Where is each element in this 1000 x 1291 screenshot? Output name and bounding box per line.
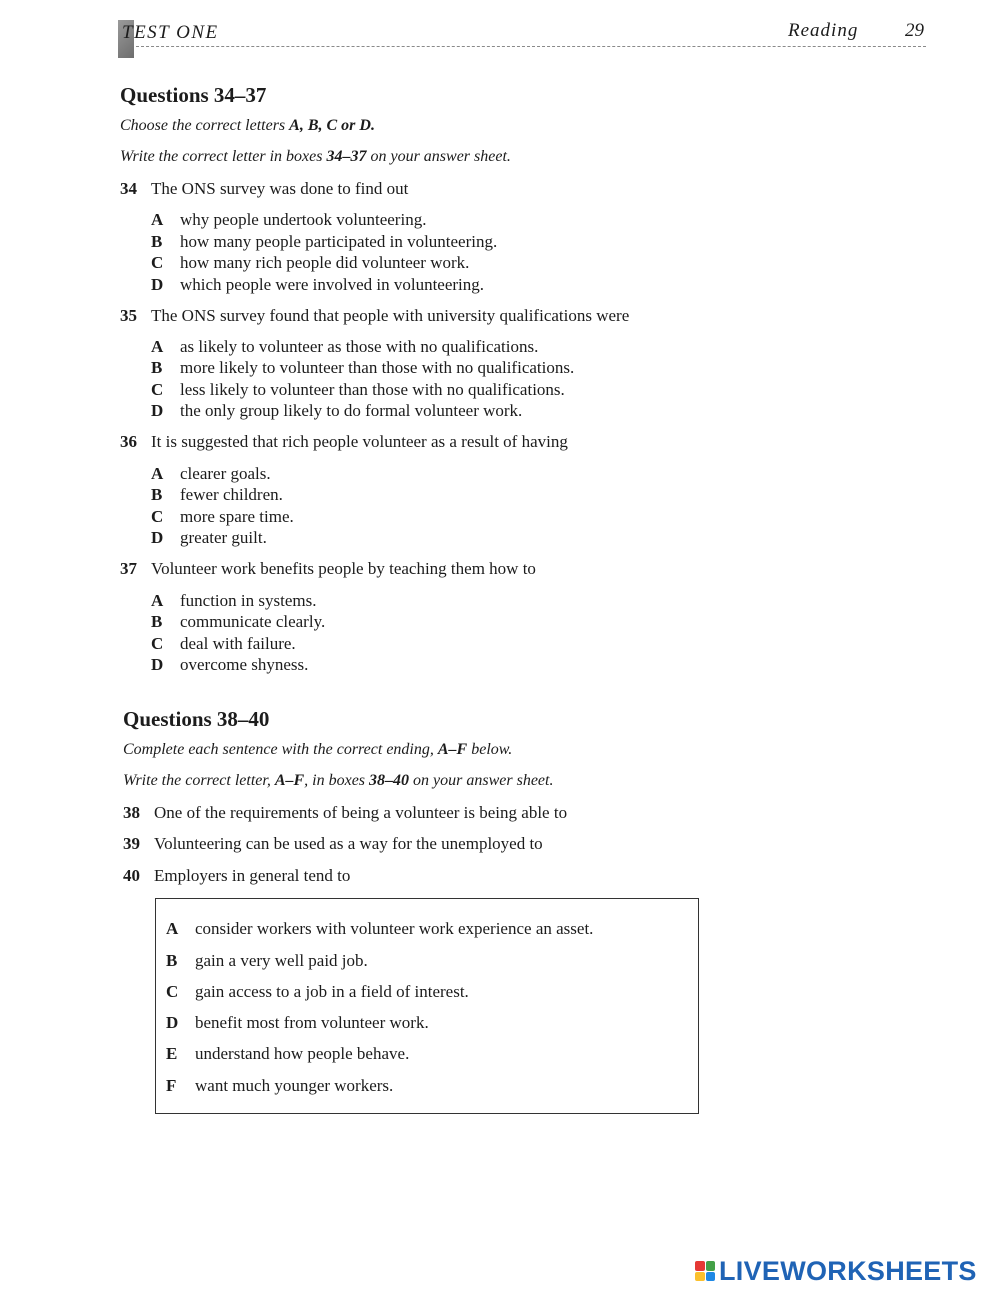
option-35-c: C less likely to volunteer than those with no qualifications. [151, 380, 565, 399]
header-divider [136, 46, 926, 47]
question-34: 34 The ONS survey was done to find out [120, 179, 409, 198]
ending-b: B gain a very well paid job. [166, 951, 368, 970]
instruction-write-letter: Write the correct letter in boxes 34–37 on your answer sheet. [120, 148, 511, 165]
option-36-d: D greater guilt. [151, 528, 267, 547]
option-34-d: D which people were involved in volunteering. [151, 275, 485, 294]
option-37-a: A function in systems. [151, 591, 317, 610]
option-37-b: B communicate clearly. [151, 612, 326, 631]
option-34-a: A why people undertook volunteering. [151, 210, 427, 229]
header-test-title: TEST ONE [122, 22, 219, 43]
question-39: 39 Volunteering can be used as a way for the unemployed to [123, 834, 543, 853]
ending-a: A consider workers with volunteer work experience an asset. [166, 919, 594, 938]
instruction-choose-letters: Choose the correct letters A, B, C or D. [120, 117, 375, 134]
option-37-d: D overcome shyness. [151, 655, 309, 674]
option-37-c: C deal with failure. [151, 634, 296, 653]
section-title-38-40: Questions 38–40 [123, 707, 270, 731]
option-36-a: A clearer goals. [151, 464, 271, 483]
option-35-a: A as likely to volunteer as those with no qualifications. [151, 337, 539, 356]
option-36-c: C more spare time. [151, 507, 294, 526]
question-40: 40 Employers in general tend to [123, 866, 351, 885]
option-36-b: B fewer children. [151, 485, 283, 504]
question-38: 38 One of the requirements of being a volunteer is being able to [123, 803, 568, 822]
question-37: 37 Volunteer work benefits people by teaching them how to [120, 559, 536, 578]
header-section-name: Reading [788, 20, 859, 41]
ending-e: E understand how people behave. [166, 1044, 410, 1063]
section-title-34-37: Questions 34–37 [120, 83, 267, 107]
liveworksheets-logo[interactable] [695, 1256, 977, 1286]
ending-c: C gain access to a job in a field of interest. [166, 982, 469, 1001]
ending-f: F want much younger workers. [166, 1076, 394, 1095]
option-35-d: D the only group likely to do formal volunteer work. [151, 401, 523, 420]
option-34-b: B how many people participated in volunteering. [151, 232, 498, 251]
header-page-number: 29 [905, 20, 924, 41]
liveworksheets-icon [695, 1261, 715, 1281]
ending-d: D benefit most from volunteer work. [166, 1013, 429, 1032]
logo-text: LIVEWORKSHEETS [719, 1255, 977, 1286]
instruction-complete-sentence: Complete each sentence with the correct ending, A–F below. [123, 741, 513, 758]
option-35-b: B more likely to volunteer than those with no qualifications. [151, 358, 575, 377]
option-34-c: C how many rich people did volunteer work. [151, 253, 470, 272]
instruction-write-letter-a-f: Write the correct letter, A–F, in boxes 38–40 on your answer sheet. [123, 772, 554, 789]
question-36: 36 It is suggested that rich people volunteer as a result of having [120, 432, 568, 451]
question-35: 35 The ONS survey found that people with university qualifications were [120, 306, 630, 325]
